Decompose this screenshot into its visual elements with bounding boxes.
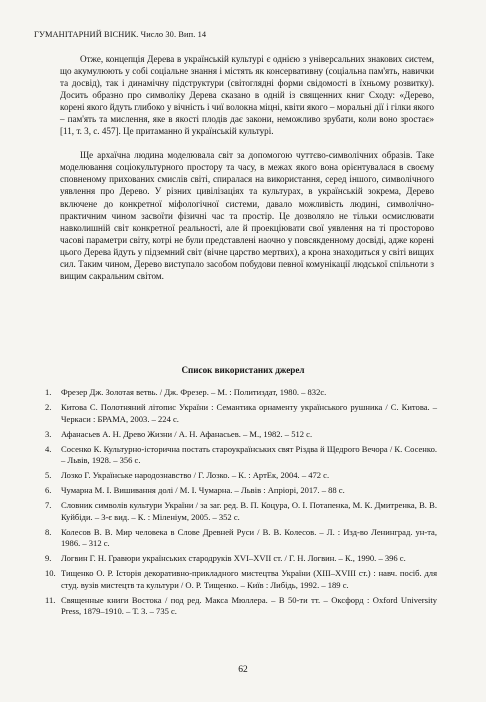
- reference-text: Китова С. Полотняний літопис України : Семантика орнаменту українського рушника / С. Китова. – Черкаси : БРАМА, 2003. – 224 с.: [61, 401, 437, 424]
- reference-text: Фрезер Дж. Золотая ветвь. / Дж. Фрезер. – М. : Политиздат, 1980. – 832с.: [61, 387, 327, 397]
- reference-number: 10.: [45, 568, 56, 579]
- reference-number: 8.: [45, 526, 52, 537]
- reference-text: Лозко Г. Українське народознавство / Г. Лозко. – К. : АртЕк, 2004. – 472 с.: [61, 470, 330, 481]
- reference-number: 1.: [45, 387, 52, 397]
- running-header: ГУМАНІТАРНИЙ ВІСНИК. Число 30. Вип. 14: [34, 30, 207, 39]
- reference-number: 6.: [45, 485, 52, 496]
- main-text: [60, 53, 434, 282]
- page-number: 62: [238, 665, 248, 675]
- reference-item: [45, 402, 437, 425]
- reference-item: [45, 444, 437, 467]
- reference-number: 2.: [45, 401, 52, 412]
- reference-text: Словник символів культури України / за заг. ред. В. П. Коцура, О. І. Потапенка, М. К. Дмитренка, В. В. Куйбіди. – 3-є вид. – К. : Міленіум, 2005. – 352 с.: [61, 500, 437, 522]
- reference-item: [45, 485, 437, 497]
- reference-text: Священные книги Востока / под ред. Макса Мюллера. – В 50-ти тт. – Оксфорд : Oxford University Press, 1879–1910. – Т. 3. – 735 с.: [61, 594, 437, 617]
- reference-text: Сосенко К. Культурно-історична постать староукраїнських свят Різдва й Щедрого Вечора / К. Сосенко. – Львів, 1928. – 356 с.: [61, 443, 437, 466]
- reference-number: 3.: [45, 428, 52, 439]
- reference-text: Логвин Г. Н. Гравюри українських стародруків XVI–XVII ст. / Г. Н. Логвин. – К., 1990. – 396 с.: [61, 553, 406, 564]
- reference-number: 5.: [45, 470, 52, 481]
- reference-item: [45, 568, 437, 591]
- reference-item: [45, 595, 437, 618]
- reference-number: 4.: [45, 443, 52, 454]
- references-heading: Список використаних джерел: [181, 365, 305, 375]
- reference-text: Афанасьев А. Н. Древо Жизни / А. Н. Афанасьев. – М., 1982. – 512 с.: [61, 428, 313, 439]
- reference-item: [45, 500, 437, 523]
- reference-text: Тищенко О. Р. Історія декоративно-прикладного мистецтва України (XIII–XVIII ст.) : навч. посіб. для студ. вузів мистецтв та культури / О. Р. Тищенко. – Київ : Либідь, 1992. – 189 с.: [61, 568, 437, 590]
- reference-item: [45, 387, 437, 399]
- references-list: [45, 387, 437, 621]
- reference-text: Чумарна М. І. Вишивання долі / М. І. Чумарна. – Львів : Апріорі, 2017. – 88 с.: [61, 485, 345, 496]
- reference-number: 7.: [45, 500, 52, 511]
- reference-text: Колесов В. В. Мир человека в Слове Древней Руси / В. В. Колесов. – Л. : Изд-во Ленинград. ун-та, 1986. – 312 с.: [61, 526, 437, 549]
- reference-item: [45, 470, 437, 482]
- paragraph: Ще архаїчна людина моделювала світ за допомогою чуттєво-символічних образів. Таке моделювання соціокультурного простору та часу, в межах якого вона орієнтувалася в своєму сповненому прихованих смислів світі, спиралася на використання, серед іншого, символічного уявлення про Дерево. У різних цивілізаціях та культурах, в українській зокрема, Дерево включене до конкретної міфологічної системи, давало можливість людині, символічно-практичним чином засвоїти фізичні час та простір. Це дозволяло не тільки осмислювати навколишній світ конкретної реальності, але й проекціювати свої уявлення на ті просторово часові параметри світу, котрі не були представлені наочно у повсякденному досвіді, адже корені цього Дерева йдуть у підземний світ (вічне царство мертвих), а крона знаходиться у світі вищих сил. Таким чином, Дерево виступало засобом побудови певної комунікації людської спільноти з вищим сакральним світом.: [60, 150, 434, 281]
- paragraph: Отже, концепція Дерева в українській культурі є однією з універсальних знакових систем, що акумулюють у собі соціальне знання і містять як консервативну (соціальна пам'ять, навички та досвід), так і динамічну підструктури (світоглядні форми свідомості в їхньому розвитку). Досить образно про символіку Дерева сказано в одній із священних книг Сходу: «Дерево, корені якого йдуть глибоко у вічність і чиї волокна міцні, квіти якого – моральні дії і гілки якого – пам'ять та мислення, яке в якості плодів дає закони, неможливо зрубати, коли воно зростає» [11, т. 3, с. 457]. Це притаманно й українській культурі.: [60, 54, 434, 137]
- reference-item: [45, 429, 437, 441]
- reference-number: 9.: [45, 553, 52, 564]
- reference-item: [45, 527, 437, 550]
- reference-item: [45, 553, 437, 565]
- reference-number: 11.: [45, 594, 56, 605]
